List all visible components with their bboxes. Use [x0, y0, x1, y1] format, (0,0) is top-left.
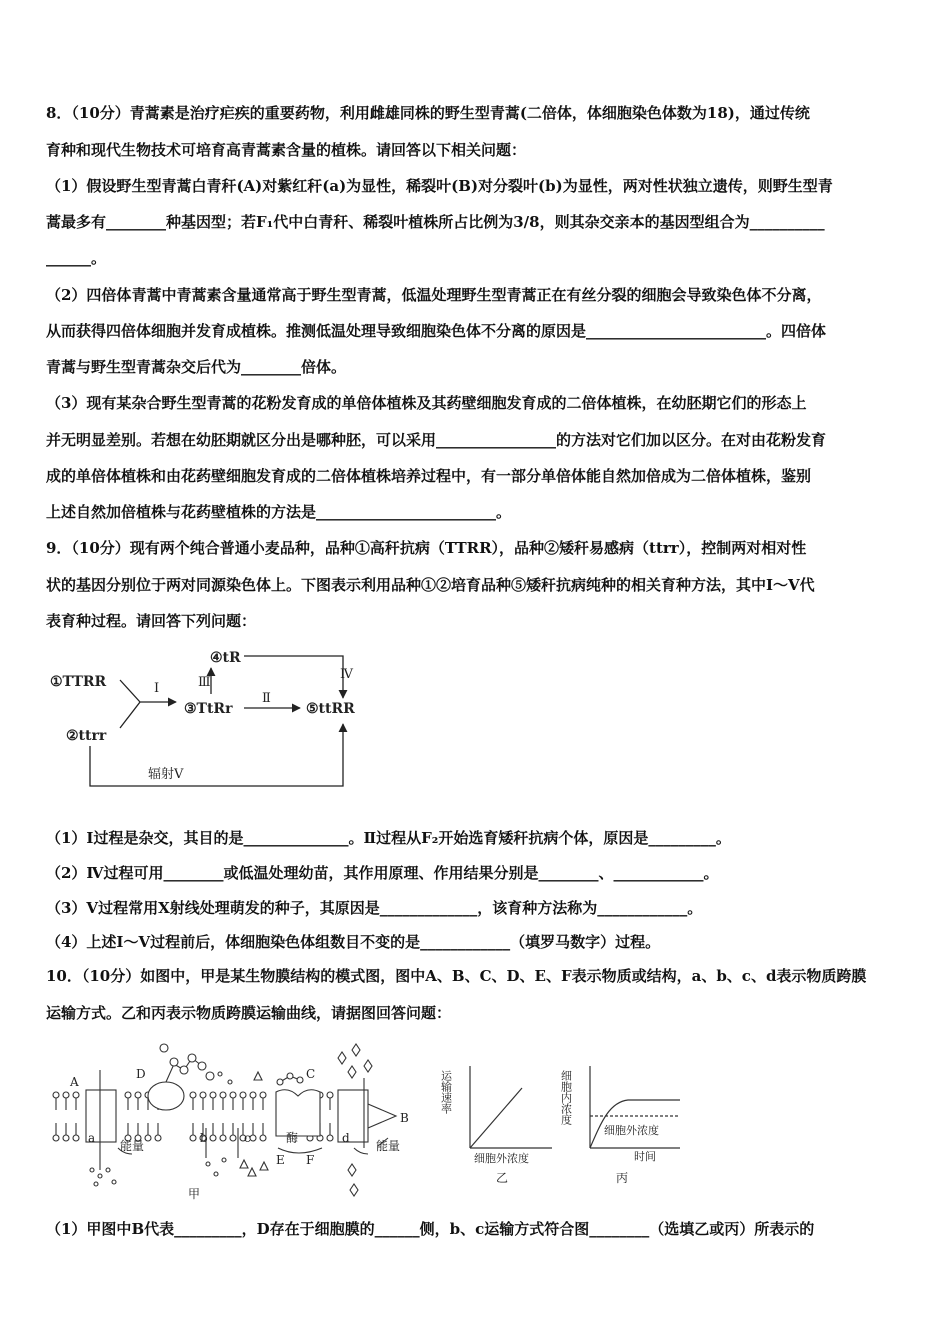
label-enzyme: 酶 — [286, 1131, 299, 1145]
arrow-cross — [120, 680, 176, 728]
yi-curve — [470, 1088, 522, 1148]
q9-answer-4: （4）上述Ⅰ～Ⅴ过程前后，体细胞染色体组数目不变的是____________（填罗马数字）过程。 — [46, 933, 661, 951]
yi-x-label: 细胞外浓度 — [474, 1152, 529, 1165]
q8-line-1: 8．（10分）青蒿素是治疗疟疾的重要药物，利用雌雄同株的野生型青蒿(二倍体，体细胞染色体数为18)，通过传统 — [46, 104, 810, 122]
label-B: B — [400, 1111, 409, 1125]
label-a: a — [88, 1131, 96, 1145]
q8-line-7: 从而获得四倍体细胞并发育成植株。推测低温处理导致细胞染色体不分离的原因是________________________。四倍体 — [46, 322, 827, 340]
q9-answer-3: （3）Ⅴ过程常用X射线处理萌发的种子，其原因是_____________，该育种方法称为____________。 — [46, 899, 703, 917]
label-C: C — [306, 1067, 316, 1081]
bing-dashed-label: 细胞外浓度 — [604, 1124, 659, 1137]
label-jia: 甲 — [188, 1187, 201, 1201]
q8-line-3: （1）假设野生型青蒿白青秆(A)对紫红秆(a)为显性，稀裂叶(B)对分裂叶(b)为显性，两对性状独立遗传，则野生型青 — [46, 177, 833, 195]
bing-y-label: 细胞内浓度 — [559, 1070, 573, 1125]
q8-line-6: （2）四倍体青蒿中青蒿素含量通常高于野生型青蒿，低温处理野生型青蒿正在有丝分裂的细胞会导致染色体不分离， — [46, 286, 822, 304]
q9-line-3: 表育种过程。请回答下列问题： — [46, 612, 257, 630]
q8-line-5: ______。 — [46, 249, 107, 267]
channel-protein-enzyme — [276, 1090, 320, 1136]
q9-line-1: 9．（10分）现有两个纯合普通小麦品种，品种①高秆抗病（TTRR），品种②矮秆易感病（ttrr），控制两对相对性 — [46, 539, 807, 557]
bing-caption: 丙 — [616, 1171, 629, 1185]
label-energy-1: 能量 — [120, 1139, 145, 1153]
q10-answer-1: （1）甲图中B代表_________，D存在于细胞膜的______侧，b、c运输方式符合图________（选填乙或丙）所表示的 — [46, 1220, 815, 1238]
q10-line-2: 运输方式。乙和丙表示物质跨膜运输曲线，请据图回答问题： — [46, 1004, 452, 1022]
q9-answer-1: （1）Ⅰ过程是杂交，其目的是______________。Ⅱ过程从F₂开始选育矮秆抗病个体，原因是_________。 — [46, 829, 731, 847]
q8-line-12: 上述自然加倍植株与花药壁植株的方法是________________________。 — [46, 503, 512, 521]
q8-line-11: 成的单倍体植株和由花药壁细胞发育成的二倍体植株培养过程中，有一部分单倍体能自然加倍成为二倍体植株，鉴别 — [46, 467, 812, 485]
label-d: d — [342, 1131, 350, 1145]
graph-yi — [440, 1060, 560, 1185]
node-variety-5: ⑤ttRR — [306, 701, 355, 717]
process-label-5: 辐射Ⅴ — [148, 767, 184, 782]
label-E: E — [276, 1153, 285, 1167]
q9-line-2: 状的基因分别位于两对同源染色体上。下图表示利用品种①②培育品种⑤矮秆抗病纯种的相关育种方法，其中Ⅰ～Ⅴ代 — [46, 576, 815, 594]
process-label-4: Ⅳ — [340, 667, 353, 682]
glycoprotein-d — [148, 1082, 184, 1110]
yi-y-label: 运输速率 — [439, 1070, 453, 1114]
q9-answer-2: （2）Ⅳ过程可用________或低温处理幼苗，其作用原理、作用结果分别是________、____________。 — [46, 864, 719, 882]
label-A: A — [70, 1075, 79, 1089]
q8-line-9: （3）现有某杂合野生型青蒿的花粉发育成的单倍体植株及其药壁细胞发育成的二倍体植株，在幼胚期它们的形态上 — [46, 394, 807, 412]
arrow-radiation — [90, 724, 343, 786]
q8-line-4: 蒿最多有________种基因型；若F₁代中白青秆、稀裂叶植株所占比例为3/8，则其杂交亲本的基因型组合为__________ — [46, 213, 825, 231]
membrane-diagram — [48, 1030, 428, 1205]
process-label-2: Ⅱ — [262, 691, 271, 706]
label-b: b — [200, 1131, 208, 1145]
label-D: D — [136, 1067, 146, 1081]
breeding-diagram — [48, 640, 388, 800]
q10-line-1: 10．（10分）如图中，甲是某生物膜结构的模式图，图中A、B、C、D、E、F表示物质或结构，a、b、c、d表示物质跨膜 — [46, 967, 867, 985]
label-F: F — [306, 1153, 315, 1167]
q8-line-8: 青蒿与野生型青蒿杂交后代为________倍体。 — [46, 358, 347, 376]
node-variety-3: ③TtRr — [184, 701, 233, 717]
label-c: c — [244, 1131, 251, 1145]
process-label-3: Ⅲ — [198, 675, 211, 690]
label-energy-2: 能量 — [376, 1139, 401, 1153]
arrow-4-to-5 — [244, 656, 343, 698]
node-variety-1: ①TTRR — [50, 674, 107, 690]
process-label-1: Ⅰ — [154, 681, 160, 696]
yi-caption: 乙 — [496, 1171, 509, 1185]
node-variety-4: ④tR — [210, 650, 241, 666]
node-variety-2: ②ttrr — [66, 728, 107, 744]
q8-line-10: 并无明显差别。若想在幼胚期就区分出是哪种胚，可以采用________________的方法对它们加以区分。在对由花粉发育 — [46, 431, 827, 449]
graph-bing — [559, 1060, 692, 1185]
bing-x-label: 时间 — [634, 1150, 656, 1163]
q8-line-2: 育种和现代生物技术可培育高青蒿素含量的植株。请回答以下相关问题： — [46, 141, 527, 159]
